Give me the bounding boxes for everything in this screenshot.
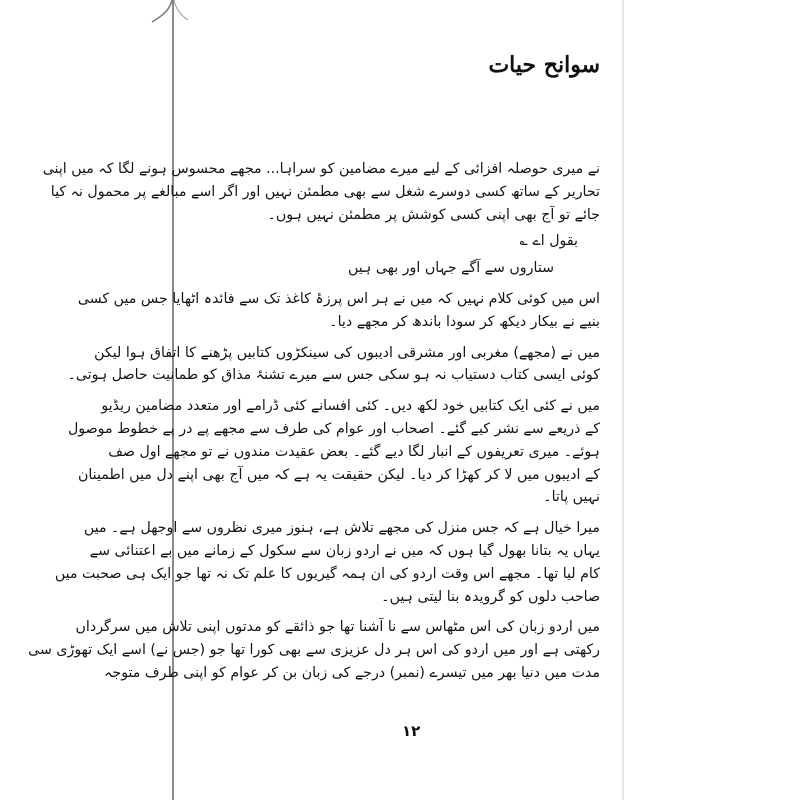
page-title: سوانح حیات (488, 52, 600, 78)
text-line: کے ذریعے سے نشر کیے گئے۔ اصحاب اور عوام کی طرف سے مجھے پے در پے خطوط موصول (67, 420, 600, 437)
text-line: نے میری حوصلہ افزائی کے لیے میرے مضامین کو سراہا... مجھے محسوس ہونے لگا کہ میں اپنی (42, 161, 600, 177)
text-line: یہاں یہ بتانا بھول گیا ہوں کہ میں نے اردو زبان سے سکول کے زمانے میں بے اعتنائی سے (89, 542, 600, 559)
text-line: جائے تو آج بھی اپنی کسی کوشش پر مطمئن نہیں ہوں۔ (267, 206, 600, 223)
text-line: میں اردو زبان کی اس مٹھاس سے نا آشنا تھا جو ذائقے کو مدتوں اپنی تلاش میں سرگرداں (75, 619, 600, 636)
body-text (28, 158, 600, 685)
text-line: میرا خیال ہے کہ جس منزل کی مجھے تلاش ہے، ہنوز میری نظروں سے اوجھل ہے۔ میں (83, 520, 600, 537)
page-corner-curve (150, 0, 190, 30)
text-line: میں نے کئی ایک کتابیں خود لکھ دیں۔ کئی افسانے کئی ڈرامے اور متعدد مضامین ریڈیو (101, 398, 600, 415)
text-line: میں نے (مجھے) مغربی اور مشرقی ادیبوں کی سینکڑوں کتابیں پڑھنے کا اتفاق ہوا لیکن (94, 344, 600, 361)
page-number: ۱۲ (402, 722, 421, 740)
text-line: رکھتی ہے اور میں اردو کی اس ہر دل عزیزی سے بھی کورا تھا جو (جس نے) اسے ایک تھوڑی سی (28, 642, 600, 659)
text-line: بقول اے ؎ (519, 233, 578, 250)
page-right-edge (622, 0, 624, 800)
text-line: صاحب دلوں کو گرویدہ بنا لیتی ہیں۔ (381, 588, 600, 605)
text-line: کے ادیبوں میں لا کر کھڑا کر دیا۔ لیکن حقیقت یہ ہے کہ میں آج بھی اپنے دل میں اطمینان (77, 466, 600, 483)
text-line: ہوئے۔ میری تعریفوں کے انبار لگا دیے گئے۔ بعض عقیدت مندوں نے تو مجھے اول صف (108, 443, 600, 460)
text-line: اس میں کوئی کلام نہیں کہ میں نے ہر اس پرزۂ کاغذ تک سے فائدہ اٹھایا جس میں کسی (77, 290, 600, 307)
text-line: نہیں پاتا۔ (543, 489, 600, 506)
text-line: بنیے نے بیکار دیکھ کر سودا باندھ کر مجھے دیا۔ (329, 313, 600, 330)
verse-line: ستاروں سے آگے جہاں اور بھی ہیں (347, 260, 554, 277)
text-line: تحاریر کے ساتھ کسی دوسرے شغل سے بھی مطمئن نہیں اور اگر اسے مبالغے پر محمول نہ کیا (50, 183, 600, 200)
text-line: کام لیا تھا۔ مجھے اس وقت اردو کی ان ہمہ گیریوں کا علم تک نہ تھا جو ایک ہی صحبت میں (54, 565, 600, 582)
text-line: کوئی ایسی کتاب دستیاب نہ ہو سکی جس سے میرے تشنۂ مذاق کو طمانیت حاصل ہوتی۔ (67, 367, 600, 384)
text-line: مدت میں دنیا بھر میں تیسرے (نمبر) درجے کی زبان بن کر عوام کو اپنی طرف متوجہ (104, 664, 600, 681)
